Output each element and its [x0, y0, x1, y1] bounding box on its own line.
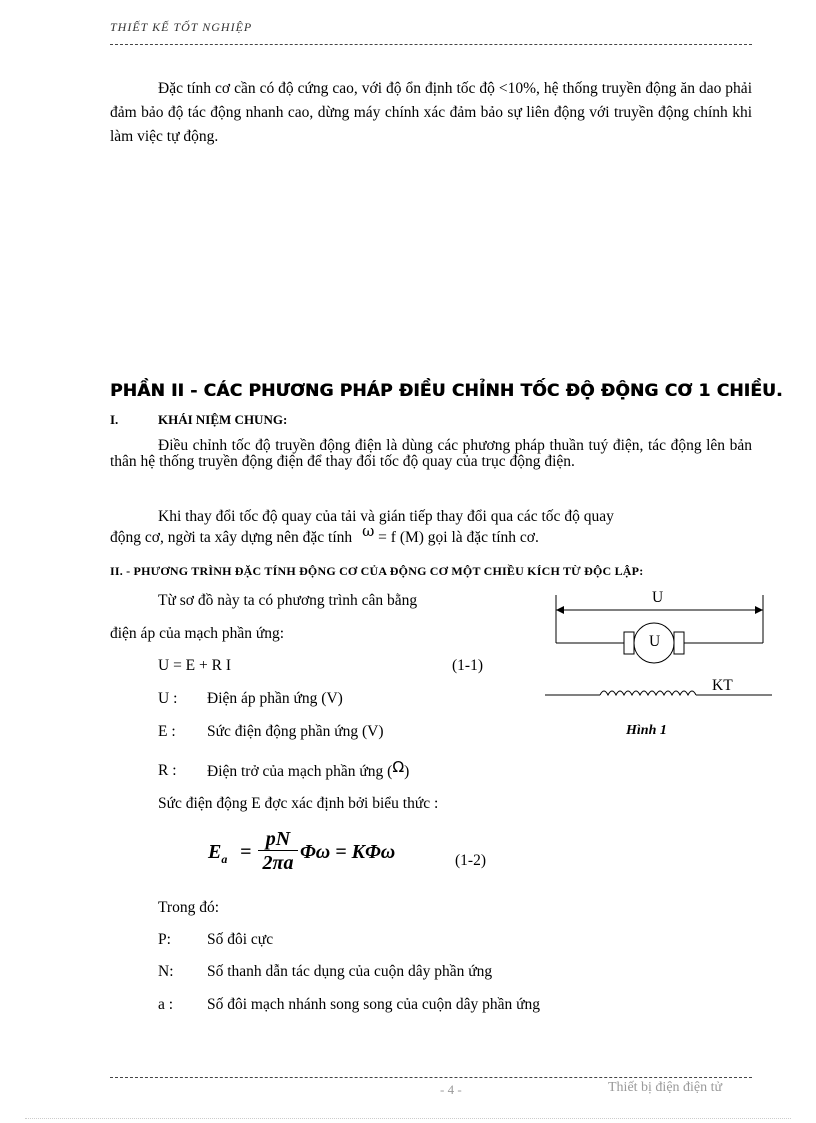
- figure-kt-label: KT: [712, 677, 733, 694]
- term-a-symbol: a :: [158, 996, 174, 1013]
- equation-1: U = E + R I: [158, 657, 232, 674]
- where-label: Trong đó:: [158, 899, 220, 916]
- part1-title: KHÁI NIỆM CHUNG:: [158, 412, 288, 427]
- def-r-symbol: R :: [158, 762, 177, 779]
- eq2-sub: a: [221, 852, 228, 866]
- term-p-text: Số đôi cực: [207, 931, 274, 948]
- part1-paragraph-2-line1: Khi thay đổi tốc độ quay của tải và gián tiếp thay đổi qua các tốc độ quay: [158, 508, 614, 525]
- field-winding: [545, 691, 772, 695]
- omega-symbol: ω: [362, 522, 375, 540]
- equation-2-lhs: [208, 841, 227, 867]
- page-number: - 4 -: [440, 1082, 462, 1097]
- part2-title: II. - PHƯƠNG TRÌNH ĐẶC TÍNH ĐỘNG CƠ CỦA ĐỘNG CƠ MỘT CHIỀU KÍCH TỪ ĐỘC LẬP:: [110, 564, 644, 578]
- part1-paragraph-2-line2: [110, 522, 539, 547]
- figure-caption: Hình 1: [626, 723, 667, 738]
- eq2-numerator: pN: [258, 828, 298, 851]
- page-bottom-border: [25, 1118, 791, 1119]
- part1-paragraph-1: Điều chỉnh tốc độ truyền động điện là dùng các phương pháp thuần tuý điện, tác động lên bản thân hệ thống truyền động điện để thay đổi tốc độ quay của trục động điện.: [110, 437, 752, 470]
- section-title: PHẦN II - CÁC PHƯƠNG PHÁP ĐIỀU CHỈNH TỐC ĐỘ ĐỘNG CƠ 1 CHIỀU.: [110, 381, 783, 401]
- def-e-text: Sức điện động phần ứng (V): [207, 723, 384, 740]
- term-p-symbol: P:: [158, 931, 171, 948]
- coil-icon: [600, 691, 696, 695]
- term-n-text: Số thanh dẫn tác dụng của cuộn dây phần ứng: [207, 963, 493, 980]
- line2-text-b: = f (M) gọi là đặc tính cơ.: [378, 529, 539, 546]
- term-a-text: Số đôi mạch nhánh song song của cuộn dây phần ứng: [207, 996, 540, 1013]
- line2-text-a: động cơ, ngời ta xây dựng nên đặc tính: [110, 529, 353, 546]
- equation-2-fraction: [258, 828, 298, 875]
- eq2-e: E: [208, 841, 222, 863]
- def-r-text: Điện trở của mạch phần ứng (: [207, 763, 393, 780]
- ohm-close: ): [404, 763, 410, 780]
- eq2-denominator: 2πa: [262, 852, 294, 874]
- equation-1-number: (1-1): [452, 657, 483, 674]
- ohm-symbol: Ω: [392, 758, 405, 776]
- body-line-1: Từ sơ đồ này ta có phương trình cân bằng: [158, 592, 418, 609]
- footer-divider: [110, 1077, 752, 1078]
- intro-paragraph: Đặc tính cơ cần có độ cứng cao, với độ ổn định tốc độ <10%, hệ thống truyền động ăn dao phải đảm bảo độ tác động nhanh cao, dừng máy chính xác đảm bảo sự liên động với truyền động chính khi làm việc tự động.: [110, 80, 752, 145]
- def-e-symbol: E :: [158, 723, 176, 740]
- def-u-symbol: U :: [158, 690, 178, 707]
- body-line-2: điện áp của mạch phần ứng:: [110, 625, 285, 642]
- footer-title: Thiết bị điện điện tử: [608, 1080, 723, 1095]
- figure-motor-label: U: [649, 633, 661, 650]
- equation-2-equals: =: [240, 841, 252, 863]
- circuit-diagram: [540, 585, 780, 745]
- figure-u-label: U: [652, 589, 664, 606]
- header-divider: [110, 44, 752, 45]
- part1-number: I.: [110, 412, 119, 427]
- equation-2-number: (1-2): [455, 852, 486, 869]
- term-n-symbol: N:: [158, 963, 174, 980]
- emf-line: Sức điện động E đợc xác định bởi biểu thức :: [158, 795, 439, 812]
- equation-2-rhs: Φω = KΦω: [300, 841, 396, 863]
- def-u-text: Điện áp phần ứng (V): [207, 690, 343, 707]
- def-r-line: [207, 758, 410, 781]
- running-header: THIẾT KẾ TỐT NGHIỆP: [110, 20, 253, 34]
